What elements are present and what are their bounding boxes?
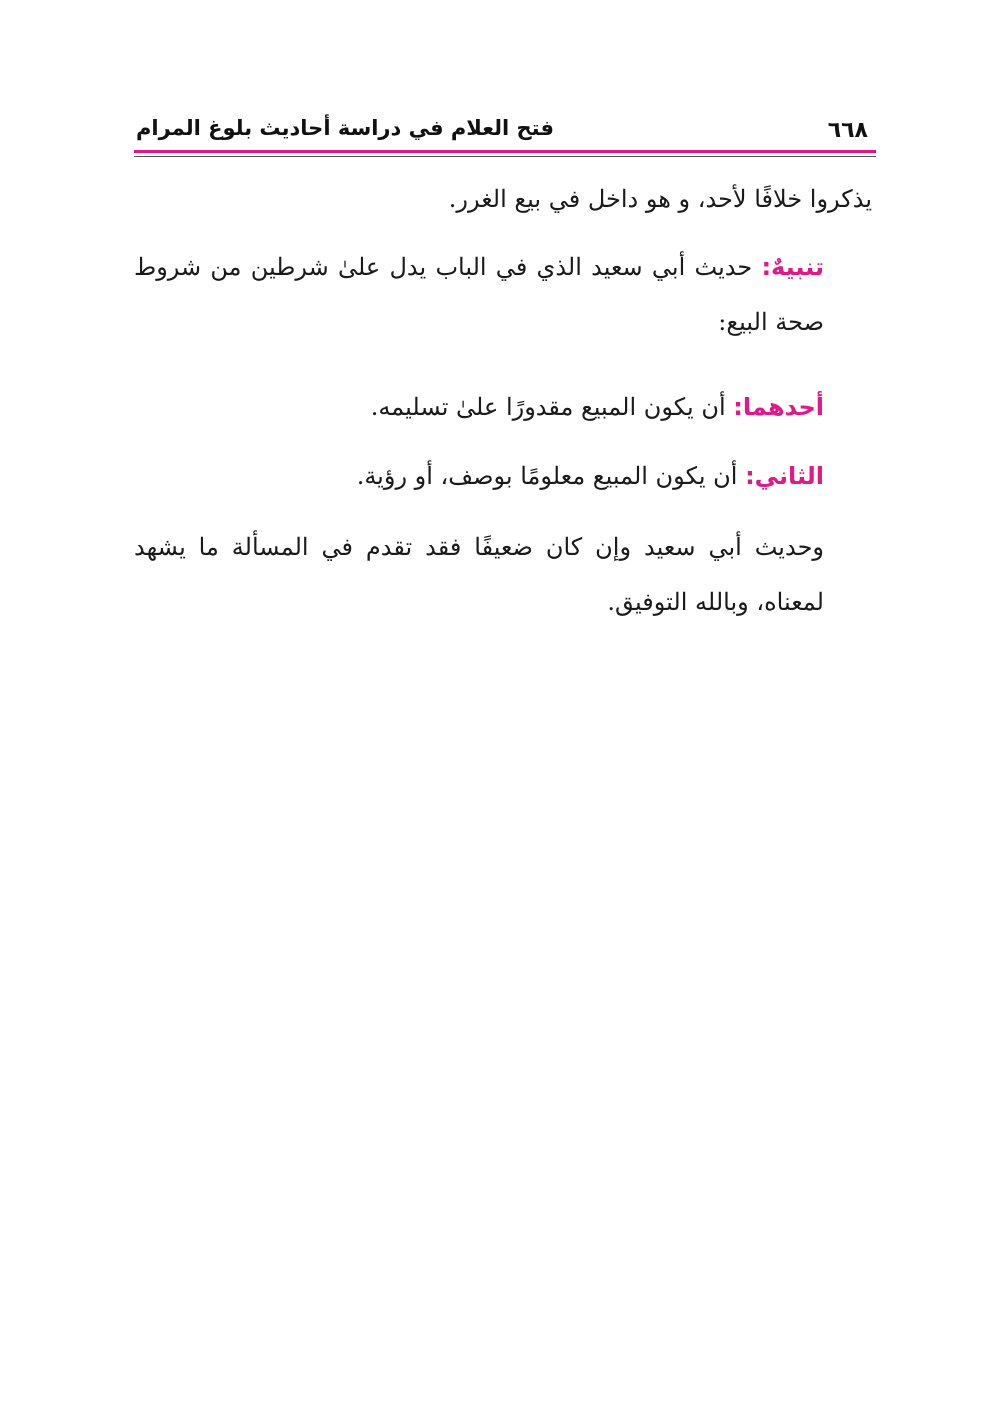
page-number: ٦٦٨ [827,118,868,143]
header-divider-thick [134,150,876,153]
paragraph-closing: وحديث أبي سعيد وإن كان ضعيفًا فقد تقدم في المسألة ما يشهد لمعناه، وبالله التوفيق. [134,533,824,616]
book-title: فتح العلام في دراسة أحاديث بلوغ المرام [136,116,554,140]
paragraph-continuation: يذكروا خلافًا لأحد، و هو داخل في بيع الغرر. [448,185,872,213]
page-header [134,112,872,152]
note-label: تنبيهٌ: [761,253,824,281]
second-condition-text: أن يكون المبيع معلومًا بوصف، أو رؤية. [356,462,746,490]
first-condition-text: أن يكون المبيع مقدورًا علىٰ تسليمه. [370,393,734,421]
first-condition-label: أحدهما: [733,393,824,421]
paragraph-note [134,240,872,370]
second-condition-label: الثاني: [745,462,824,490]
note-text: حديث أبي سعيد الذي في الباب يدل علىٰ شرطين من شروط صحة البيع: [134,253,824,336]
page-body [134,172,872,630]
header-divider-thin [134,156,876,157]
paragraph-first-condition [134,380,872,437]
paragraph-second-condition [134,449,872,506]
